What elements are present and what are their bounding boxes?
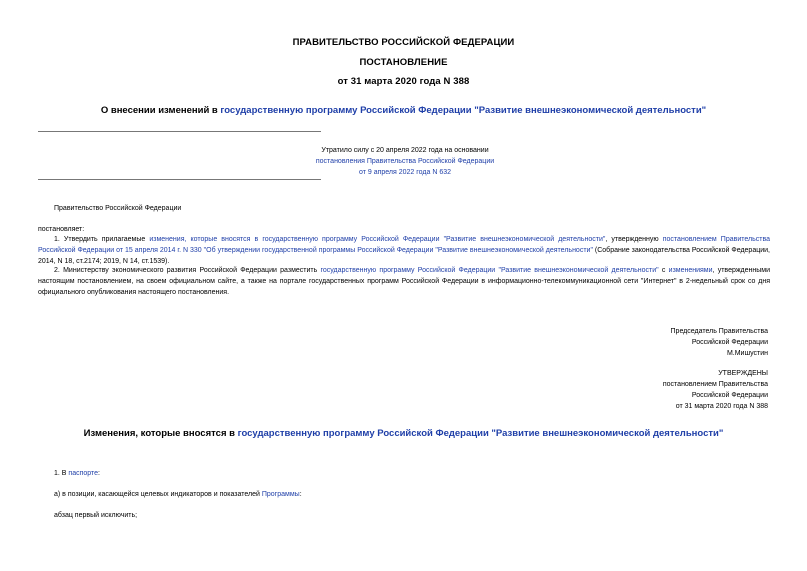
status-line1: Утратило силу с 20 апреля 2022 года на основании [321, 147, 489, 154]
divider-bottom [38, 179, 321, 180]
approved-block [508, 368, 768, 412]
status-link-date[interactable]: от 9 апреля 2022 года N 632 [358, 169, 452, 176]
approved-line2: постановлением Правительства [662, 381, 768, 388]
changes-title [0, 428, 807, 439]
document-title [0, 105, 807, 116]
item1-text-b: , утвержденную [605, 236, 663, 243]
changes-item1-text-a: 1. В [54, 470, 69, 477]
body-item-1 [38, 234, 770, 267]
header-org: ПРАВИТЕЛЬСТВО РОССИЙСКОЙ ФЕДЕРАЦИИ [292, 37, 515, 48]
changes-link-passport[interactable]: паспорте [68, 470, 99, 477]
signature-line1: Председатель Правительства [670, 328, 768, 335]
approved-line1: УТВЕРЖДЕНЫ [718, 370, 768, 377]
approved-line4: от 31 марта 2020 года N 388 [675, 403, 768, 410]
item2-link-changes[interactable]: изменениями [668, 267, 713, 274]
header-date-number: от 31 марта 2020 года N 388 [337, 76, 470, 87]
signature-line2: Российской Федерации [691, 339, 768, 346]
changes-sub-a [54, 489, 754, 500]
status-block [230, 145, 580, 178]
changes-link-program[interactable]: Программы [261, 491, 300, 498]
header-doc-type: ПОСТАНОВЛЕНИЕ [359, 57, 448, 68]
document-title-link[interactable]: государственную программу Российской Федерации "Развитие внешнеэкономической деятельности" [220, 105, 707, 116]
status-link-resolution[interactable]: постановления Правительства Российской Федерации [315, 158, 495, 165]
item1-link-resolution[interactable]: постановлением Правительства Российской Федерации от 15 апреля 2014 г. N 330 "Об утверждении государственной программы Российской Федерации "Развитие внешнеэкономической деятельности" [38, 236, 771, 254]
changes-sub-a-colon: : [299, 491, 302, 498]
changes-item1-text-b: : [98, 470, 100, 477]
resolves-line: постановляет: [38, 226, 85, 233]
divider-top [38, 131, 321, 132]
item2-text-c: , утвержденными настоящим постановлением, на своем официальном сайте, а также на портале государственных программ Российской Федерации в информационно-телекоммуникационной сети "Интернет" в 2-недельный срок со дня официального опубликования настоящего постановления. [38, 267, 771, 296]
changes-sub-a-text: а) в позиции, касающейся целевых индикаторов и показателей [54, 491, 262, 498]
item2-link-program[interactable]: государственную программу Российской Федерации "Развитие внешнеэкономической деятельности" [320, 267, 659, 274]
government-line: Правительство Российской Федерации [54, 205, 182, 212]
signature-block [508, 326, 768, 359]
signature-line3: М.Мишустин [726, 350, 768, 357]
body-item-2 [38, 265, 770, 298]
changes-paragraph: абзац первый исключить; [54, 512, 138, 519]
document-title-prefix: О внесении изменений в [100, 105, 221, 116]
item2-text-b: с [658, 267, 669, 274]
item1-link-changes[interactable]: изменения, которые вносятся в государственную программу Российской Федерации "Развитие внешнеэкономической деятельности" [149, 236, 606, 243]
changes-title-link[interactable]: государственную программу Российской Федерации "Развитие внешнеэкономической деятельности" [237, 428, 724, 439]
item1-text-a: 1. Утвердить прилагаемые [54, 236, 150, 243]
item2-text-a: 2. Министерству экономического развития Российской Федерации разместить [54, 267, 321, 274]
approved-line3: Российской Федерации [691, 392, 768, 399]
item1-text-c: (Собрание законодательства Российской Федерации, 2014, N 18, ст.2174; 2019, N 14, ст.1539). [38, 247, 770, 265]
changes-title-prefix: Изменения, которые вносятся в [83, 428, 238, 439]
changes-item-1 [54, 468, 754, 479]
